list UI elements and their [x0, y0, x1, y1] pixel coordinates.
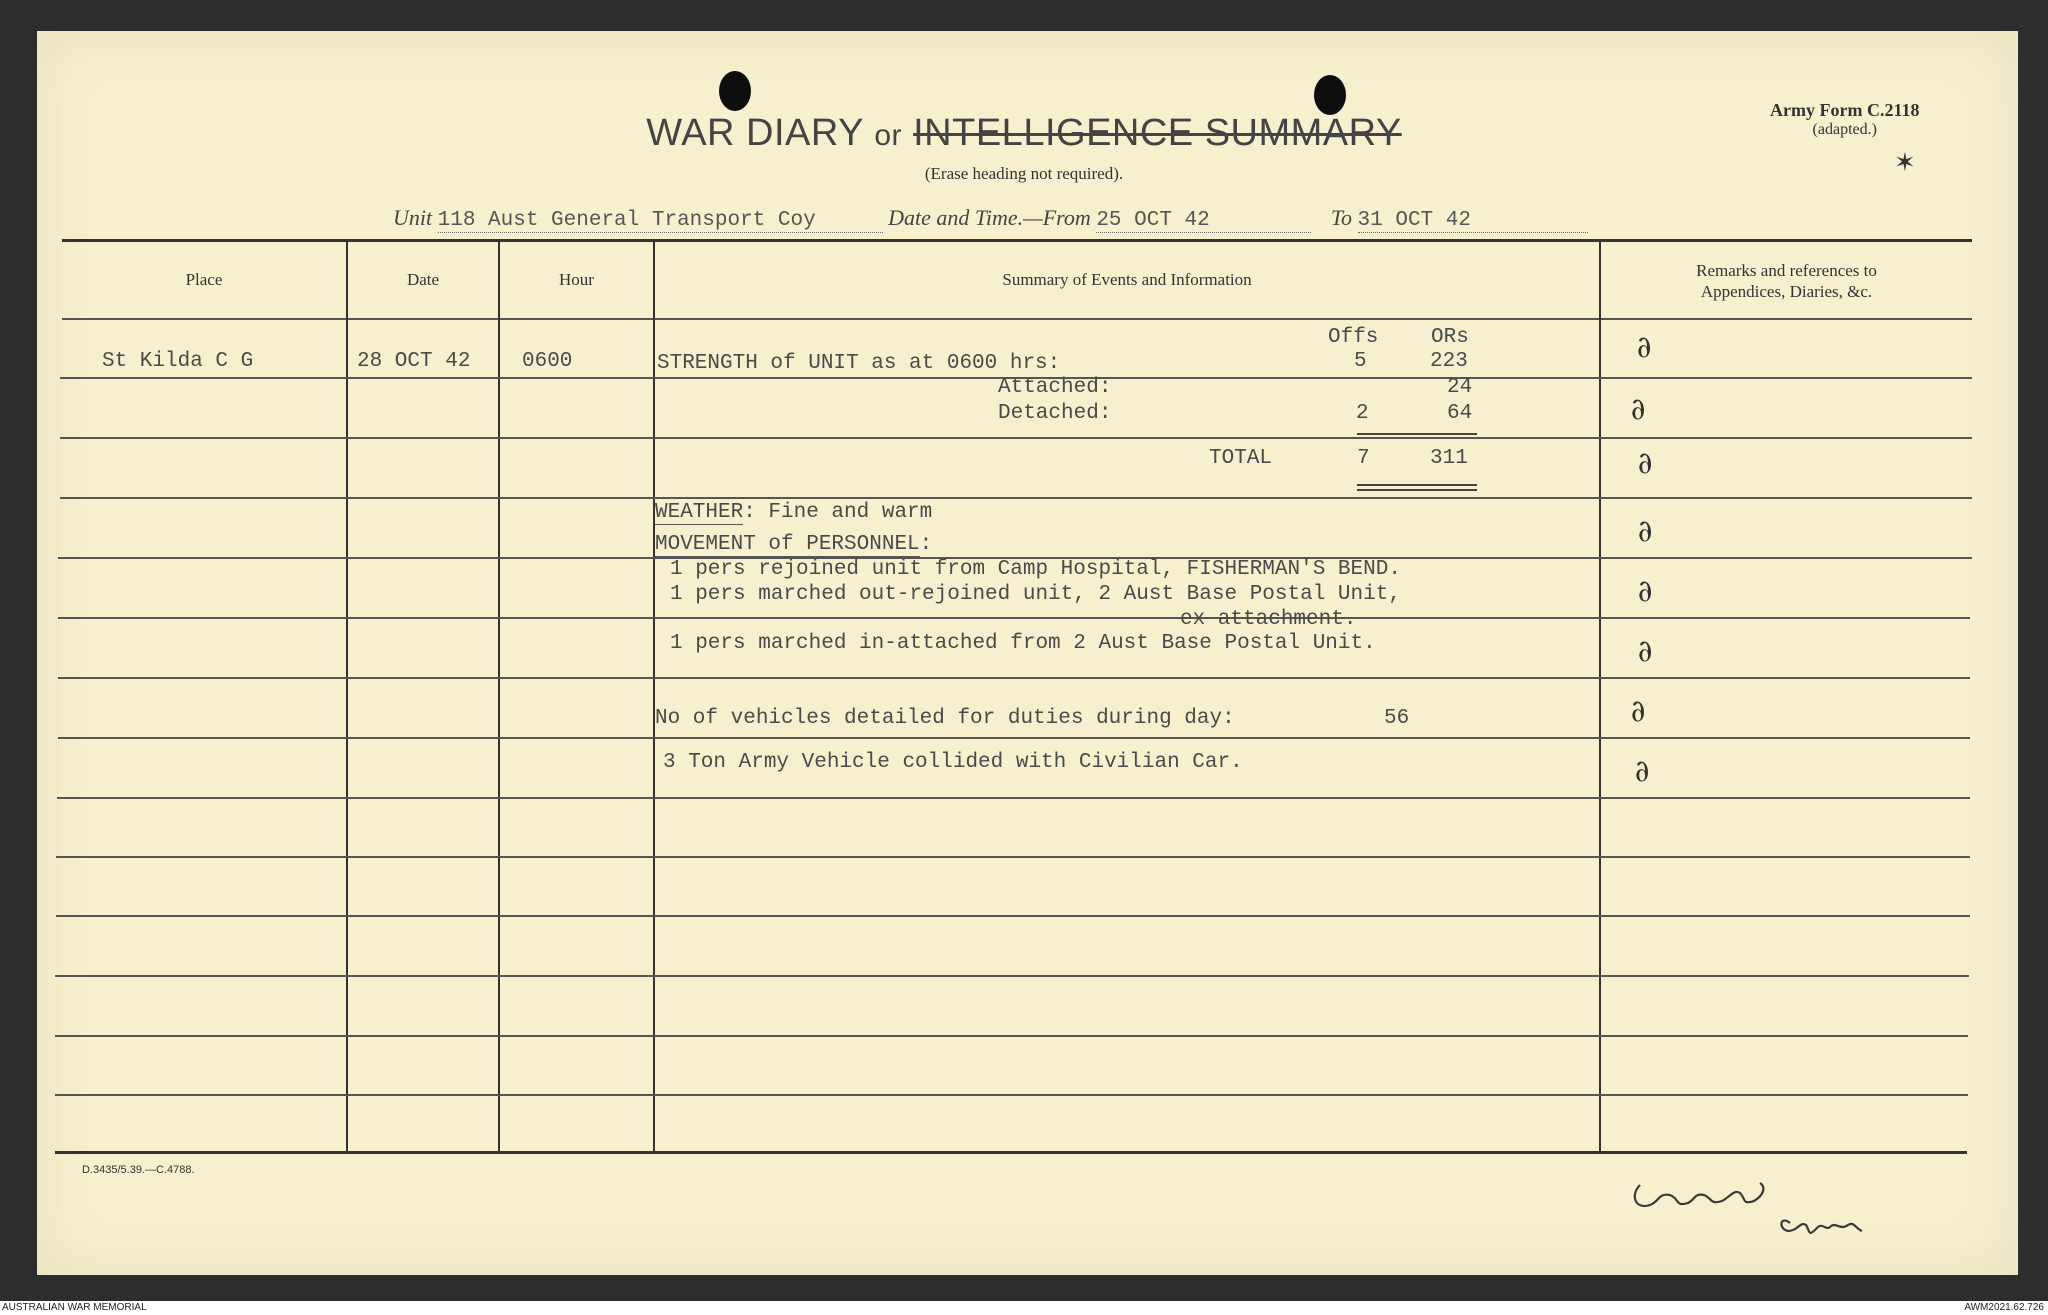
movement-item: 1 pers marched out-rejoined unit, 2 Aust Base Postal Unit, [670, 583, 1401, 606]
ors-header: ORs [1431, 326, 1469, 349]
attached-ors: 24 [1447, 376, 1473, 399]
row-rule [55, 1035, 1968, 1037]
row-rule [58, 737, 1970, 739]
detached-label: Detached: [998, 402, 1112, 425]
weather-line: WEATHER: Fine and warm [655, 501, 933, 524]
vehicles-label: No of vehicles detailed for duties during day: [655, 707, 1235, 730]
row-rule [58, 617, 1970, 619]
col-header-hour: Hour [559, 270, 594, 289]
entry-date: 28 OCT 42 [357, 350, 471, 373]
movement-item: 1 pers rejoined unit from Camp Hospital, FISHERMAN'S BEND. [670, 558, 1401, 581]
form-number: Army Form C.2118 (adapted.) [1770, 100, 1920, 138]
subtotal-rule [1357, 433, 1477, 435]
offs-header: Offs [1328, 326, 1379, 349]
punch-hole [719, 71, 751, 111]
col-header-date: Date [406, 270, 440, 289]
checkmark-icon: ∂ [1633, 444, 1656, 483]
col-header-summary: Summary of Events and Information [1002, 270, 1252, 289]
checkmark-icon: ∂ [1626, 390, 1649, 429]
col-header-place: Place [185, 270, 223, 289]
star-mark-icon: ✶ [1894, 148, 1916, 177]
row-rule [55, 1094, 1968, 1096]
unit-value: 118 Aust General Transport Coy [438, 209, 883, 233]
punch-hole [1314, 75, 1346, 115]
from-value: 25 OCT 42 [1096, 209, 1311, 233]
incident-line: 3 Ton Army Vehicle collided with Civilian Car. [663, 751, 1243, 774]
total-label: TOTAL [1209, 447, 1273, 470]
row-rule [56, 915, 1970, 917]
erase-note: (Erase heading not required). [924, 164, 1124, 183]
checkmark-icon: ∂ [1632, 328, 1655, 367]
unit-line: Unit 118 Aust General Transport Coy Date and Time.—From 25 OCT 42 To 31 OCT 42 [393, 205, 1588, 233]
row-rule [60, 437, 1972, 439]
detached-ors: 64 [1447, 402, 1473, 425]
detached-offs: 2 [1356, 402, 1369, 425]
checkmark-icon: ∂ [1626, 692, 1649, 731]
col-header-remarks: Remarks and references to Appendices, Diaries, &c. [1696, 261, 1877, 301]
archive-name: AUSTRALIAN WAR MEMORIAL [2, 1302, 147, 1313]
total-offs: 7 [1357, 447, 1370, 470]
attached-label: Attached: [998, 376, 1112, 399]
struck-heading: INTELLIGENCE SUMMARY [913, 112, 1402, 154]
strength-label: STRENGTH of UNIT as at 0600 hrs: [657, 352, 1061, 375]
total-rule [1357, 484, 1477, 486]
row-rule [57, 797, 1970, 799]
header-rule [62, 318, 1972, 320]
checkmark-icon: ∂ [1630, 752, 1653, 791]
row-rule [58, 677, 1970, 679]
signature [1630, 1165, 1890, 1245]
row-rule [55, 975, 1969, 977]
entry-hour: 0600 [522, 350, 573, 373]
print-code: D.3435/5.39.—C.4788. [82, 1164, 195, 1176]
archive-strip [0, 1301, 2048, 1315]
checkmark-icon: ∂ [1633, 632, 1656, 671]
archive-reference: AWM2021.62.726 [1964, 1302, 2044, 1313]
entry-place: St Kilda C G [102, 350, 254, 373]
total-ors: 311 [1430, 447, 1468, 470]
table-bottom-rule [55, 1151, 1967, 1154]
movement-item-continued: ex attachment. [1180, 608, 1357, 631]
total-rule [1357, 489, 1477, 491]
row-rule [60, 497, 1972, 499]
strength-offs: 5 [1354, 350, 1367, 373]
checkmark-icon: ∂ [1633, 512, 1656, 551]
checkmark-icon: ∂ [1633, 572, 1656, 611]
to-value: 31 OCT 42 [1358, 209, 1588, 233]
strength-ors: 223 [1430, 350, 1468, 373]
page-title: WAR DIARY or INTELLIGENCE SUMMARY [646, 112, 1402, 154]
vehicles-value: 56 [1384, 707, 1410, 730]
row-rule [56, 856, 1970, 858]
table-top-rule [62, 239, 1972, 242]
movement-item: 1 pers marched in-attached from 2 Aust Base Postal Unit. [670, 632, 1376, 655]
movement-heading: MOVEMENT of PERSONNEL: [655, 533, 933, 556]
